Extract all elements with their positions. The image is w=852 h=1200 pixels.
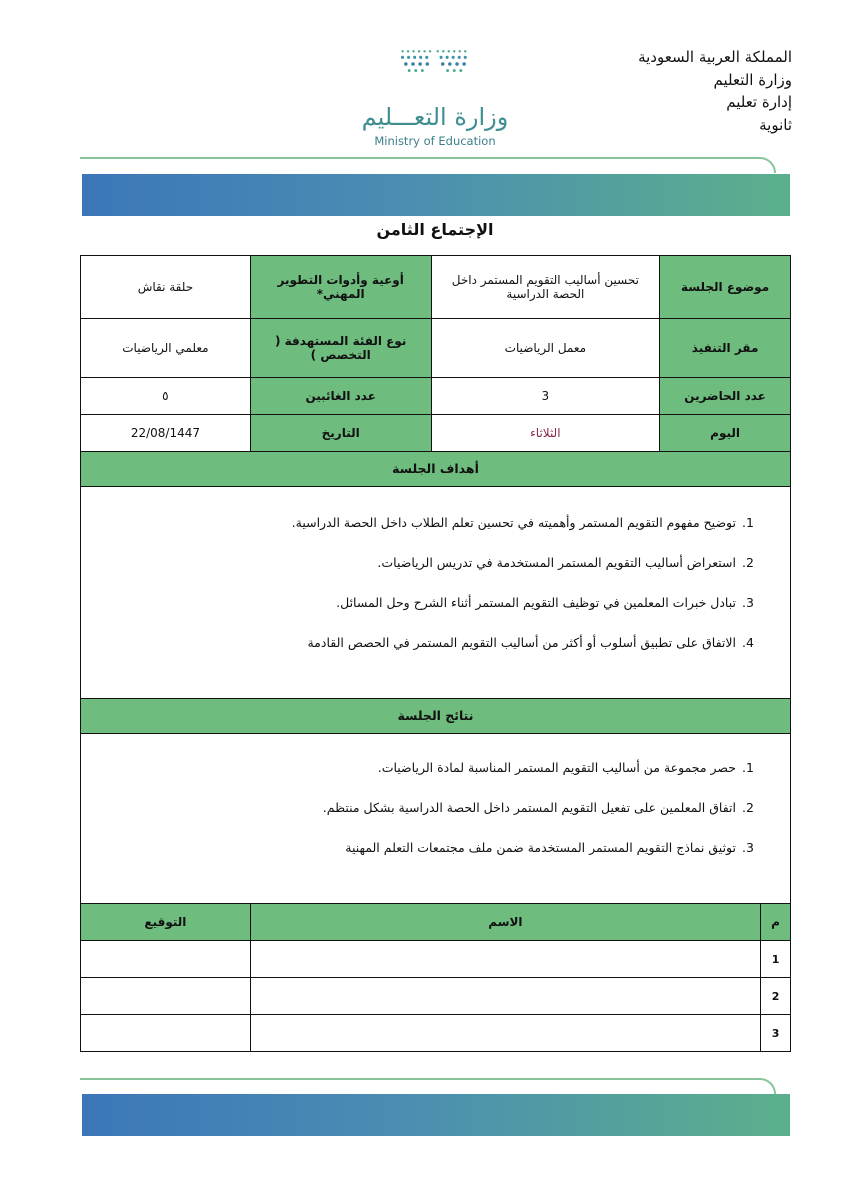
day-value: الثلاثاء — [431, 415, 660, 452]
list-item: 1.توضيح مفهوم التقويم المستمر وأهميته في تحسين تعلم الطلاب داخل الحصة الدراسية. — [291, 515, 754, 530]
venue-value: معمل الرياضيات — [431, 319, 660, 378]
kingdom-text: المملكة العربية السعودية — [638, 48, 792, 66]
signature-cell[interactable] — [81, 1015, 251, 1052]
signature-table — [80, 903, 791, 1052]
footer-divider — [80, 1078, 760, 1080]
col-sign-header: التوقيع — [81, 904, 251, 941]
header-band — [82, 174, 790, 216]
date-label: التاريخ — [250, 415, 431, 452]
list-item: 3.توثيق نماذج التقويم المستمر المستخدمة ضمن ملف مجتمعات التعلم المهنية — [345, 840, 754, 855]
list-item: 1.حصر مجموعة من أساليب التقويم المستمر المناسبة لمادة الرياضيات. — [377, 760, 754, 775]
logo-arabic-text: وزارة التعـــليم — [361, 103, 509, 131]
signature-cell[interactable] — [81, 978, 251, 1015]
vessel-label: أوعية وأدوات التطوير المهني* — [250, 256, 431, 319]
header-divider-curve — [736, 157, 776, 173]
table-row — [81, 1015, 791, 1052]
present-label: عدد الحاضرين — [660, 378, 791, 415]
topic-label: موضوع الجلسة — [660, 256, 791, 319]
school-text: ثانوية — [759, 115, 792, 134]
name-cell[interactable] — [250, 1015, 760, 1052]
table-row — [81, 941, 791, 978]
goals-title: أهداف الجلسة — [81, 452, 790, 487]
list-item: 3.تبادل خبرات المعلمين في توظيف التقويم المستمر أثناء الشرح وحل المسائل. — [336, 595, 754, 610]
ministry-logo-icon — [360, 48, 510, 103]
col-name-header: الاسم — [250, 904, 760, 941]
audience-label: نوع الفئة المستهدفة ( التخصص ) — [250, 319, 431, 378]
name-cell[interactable] — [250, 941, 760, 978]
audience-value: معلمي الرياضيات — [81, 319, 251, 378]
ministry-text: وزارة التعليم — [713, 70, 792, 89]
table-row — [81, 978, 791, 1015]
session-info-table — [80, 255, 791, 452]
signature-cell[interactable] — [81, 941, 251, 978]
absent-label: عدد الغائبين — [250, 378, 431, 415]
name-cell[interactable] — [250, 978, 760, 1015]
org-header — [592, 46, 792, 136]
row-number: 2 — [761, 978, 791, 1015]
footer-band — [82, 1094, 790, 1136]
goals-list — [91, 503, 762, 663]
list-item: 2.استعراض أساليب التقويم المستمر المستخدمة في تدريس الرياضيات. — [377, 555, 754, 570]
goals-section — [80, 451, 791, 700]
footer-divider-curve — [736, 1078, 776, 1094]
topic-value: تحسين أساليب التقويم المستمر داخل الحصة الدراسية — [431, 256, 660, 319]
day-label: اليوم — [660, 415, 791, 452]
absent-value: ٥ — [81, 378, 251, 415]
row-number: 3 — [761, 1015, 791, 1052]
results-section — [80, 698, 791, 905]
header-divider — [80, 157, 760, 159]
row-number: 1 — [761, 941, 791, 978]
results-list — [91, 748, 762, 868]
venue-label: مقر التنفيذ — [660, 319, 791, 378]
logo-english-text: Ministry of Education — [374, 134, 496, 148]
vessel-value: حلقة نقاش — [81, 256, 251, 319]
col-num-header: م — [761, 904, 791, 941]
list-item: 4.الاتفاق على تطبيق أسلوب أو أكثر من أساليب التقويم المستمر في الحصص القادمة — [307, 635, 754, 650]
present-value: 3 — [431, 378, 660, 415]
page-title: الإجتماع الثامن — [376, 220, 494, 239]
date-value: 22/08/1447 — [81, 415, 251, 452]
list-item: 2.اتفاق المعلمين على تفعيل التقويم المستمر داخل الحصة الدراسية بشكل منتظم. — [322, 800, 754, 815]
department-text: إدارة تعليم — [726, 93, 792, 111]
results-title: نتائج الجلسة — [81, 699, 790, 734]
